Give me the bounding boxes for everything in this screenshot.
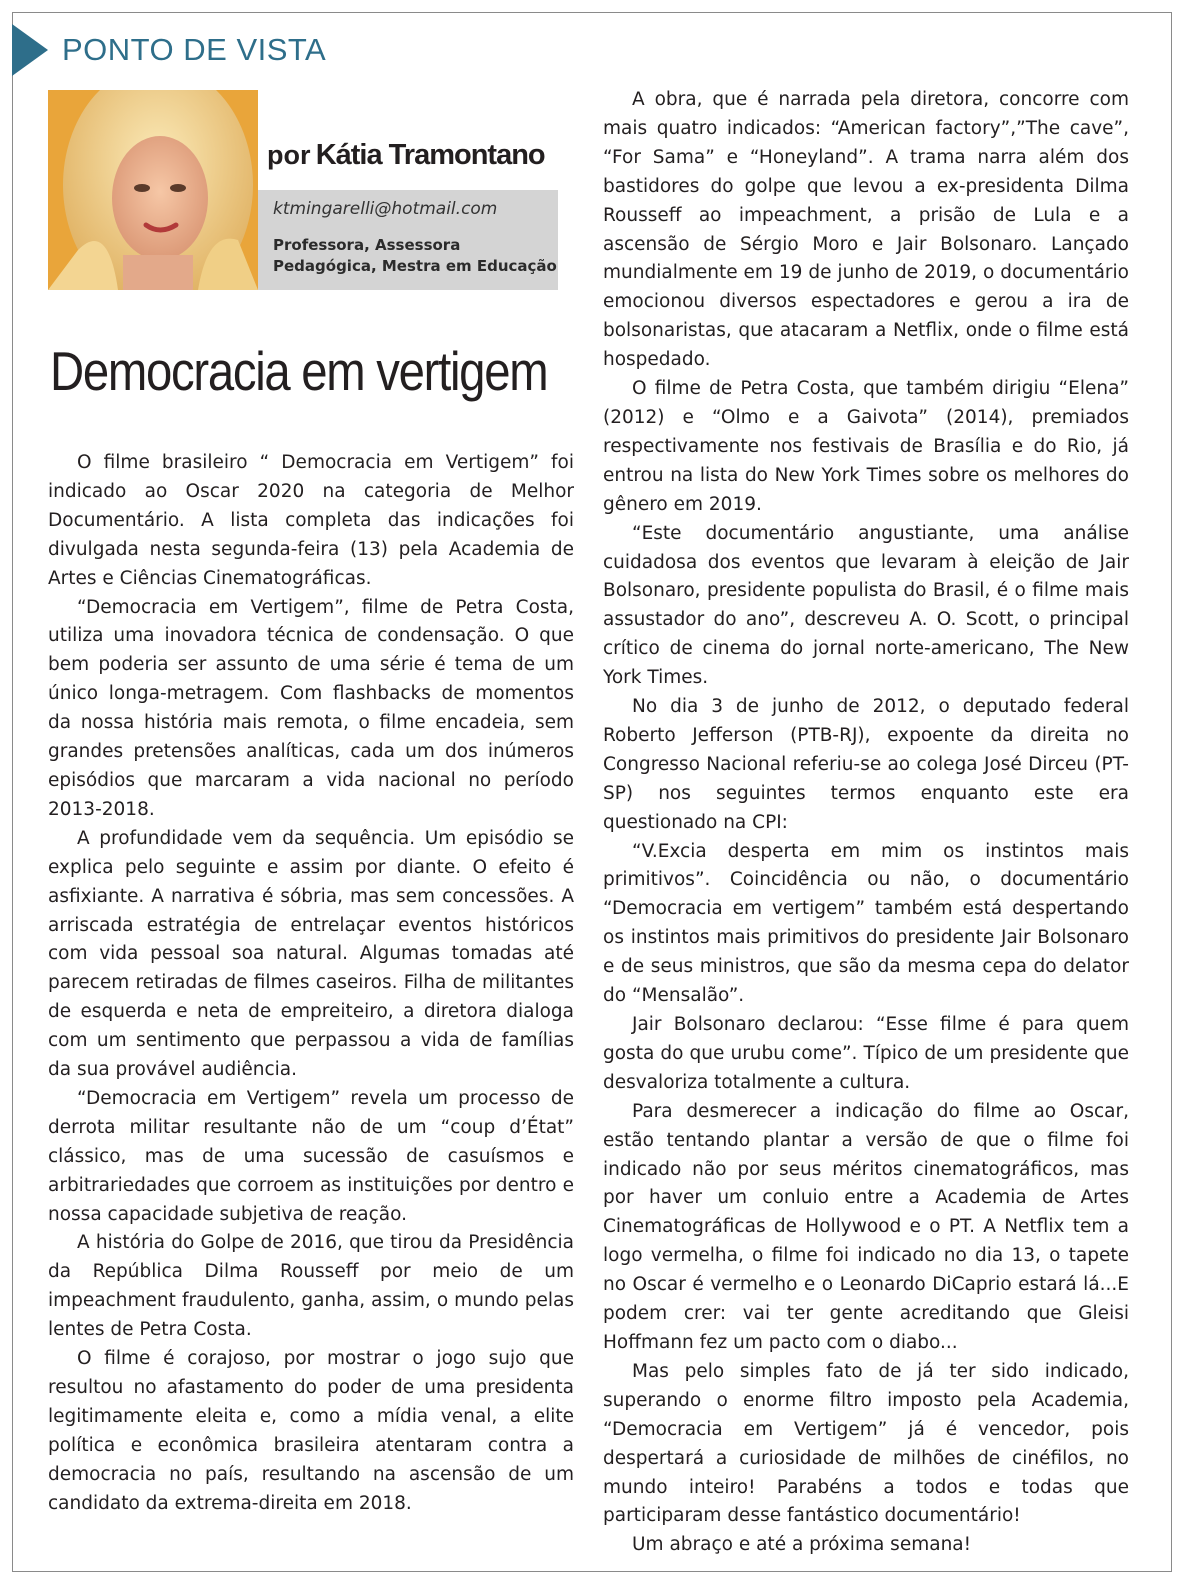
author-name: Kátia Tramontano <box>315 139 545 171</box>
author-byline <box>267 133 545 180</box>
paragraph: “Democracia em Vertigem” revela um processo de derrota militar resultante não de um “coup d’État” clássico, mas de uma sucessão de casuísmos e arbitrariedades que corroem as instituições por dentro e nossa capacidade subjetiva de reação. <box>48 1087 574 1225</box>
paragraph: A obra, que é narrada pela diretora, concorre com mais quatro indicados: “American factory”,”The cave”, “For Sama” e “Honeyland”. A trama narra além dos bastidores do golpe que levou a ex-presidenta Dilma Rousseff ao impeachment, a prisão de Lula e a ascensão de Sérgio Moro e Jair Bolsonaro. Lançado mundialmente em 19 de junho de 2019, o documentário emocionou diversos espectadores e gerou a ira de bolsonaristas, que atacaram a Netflix, onde o filme está hospedado. <box>603 89 1129 371</box>
author-email[interactable]: ktmingarelli@hotmail.com <box>273 199 498 219</box>
paragraph: A profundidade vem da sequência. Um episódio se explica pelo seguinte e assim por diante. O efeito é asfixiante. A narrativa é sóbria, mas sem concessões. A arriscada estratégia de entrelaçar eventos históricos com vida pessoal soa natural. Algumas tomadas até parecem retiradas de filmes caseiros. Filha de militantes de esquerda e neta de empreiteiro, a diretora dialoga com um sentimento que perpassou a vida de famílias da sua provável audiência. <box>48 827 574 1081</box>
paragraph: “V.Excia desperta em mim os instintos mais primitivos”. Coincidência ou não, o documentário “Democracia em vertigem” também está despertando os instintos mais primitivos do presidente Jair Bolsonaro e de seus ministros, que são da mesma cepa do delator do “Mensalão”. <box>603 840 1129 1007</box>
article-column-right <box>603 86 1129 1560</box>
paragraph: No dia 3 de junho de 2012, o deputado federal Roberto Jefferson (PTB-RJ), expoente da direita no Congresso Nacional referiu-se ao colega José Dirceu (PT-SP) nos seguintes termos enquanto este era questionado na CPI: <box>603 696 1129 833</box>
paragraph: Jair Bolsonaro declarou: “Esse filme é para quem gosta do que urubu come”. Típico de um presidente que desvaloriza totalmente a cultura. <box>603 1014 1129 1093</box>
paragraph: O filme é corajoso, por mostrar o jogo sujo que resultou no afastamento do poder de uma presidenta legitimamente eleita e, como a mídia venal, a elite política e econômica brasileira atentaram contra a democracia no país, resultando na ascensão de um candidato da extrema-direita em 2018. <box>48 1348 574 1514</box>
paragraph: Para desmerecer a indicação do filme ao Oscar, estão tentando plantar a versão de que o filme foi indicado não por seus méritos cinematográficos, mas por haver um conluio entre a Academia de Artes Cinematográficas de Hollywood e o PT. A Netflix tem a logo vermelha, o filme foi indicado no dia 13, o tapete no Oscar é vermelho e o Leonardo DiCaprio estará lá...E podem crer: vai ter gente acreditando que Gleisi Hoffmann fez um pacto com o diabo... <box>603 1100 1129 1353</box>
paragraph: “Democracia em Vertigem”, filme de Petra Costa, utiliza uma inovadora técnica de condensação. O que bem poderia ser assunto de uma série é tema de um único longa-metragem. Com flashbacks de momentos da nossa história mais remota, o filme encadeia, sem grandes pretensões analíticas, cada um dos inúmeros episódios que marcaram a vida nacional no período 2013-2018. <box>48 596 574 820</box>
byline-prefix: por <box>267 140 311 170</box>
paragraph: Um abraço e até a próxima semana! <box>632 1534 972 1556</box>
author-info-box <box>258 190 558 290</box>
paragraph: A história do Golpe de 2016, que tirou da Presidência da República Dilma Rousseff por meio de um impeachment fraudulento, ganha, assim, o mundo pelas lentes de Petra Costa. <box>48 1232 574 1341</box>
paragraph: O filme brasileiro “ Democracia em Vertigem” foi indicado ao Oscar 2020 na categoria de Melhor Documentário. A lista completa das indicações foi divulgada nesta segunda-feira (13) pela Academia de Artes e Ciências Cinematográficas. <box>48 452 574 589</box>
article-column-left <box>48 449 574 1519</box>
section-title: PONTO DE VISTA <box>62 32 327 67</box>
paragraph: “Este documentário angustiante, uma análise cuidadosa dos eventos que levaram à eleição de Jair Bolsonaro, presidente populista do Brasil, é o filme mais assustador do ano”, descreveu A. O. Scott, o principal crítico de cinema do jornal norte-americano, The New York Times. <box>603 522 1129 689</box>
section-arrow-icon <box>12 24 48 76</box>
article-headline: Democracia em vertigem <box>50 340 548 402</box>
author-photo <box>48 90 258 290</box>
paragraph: O filme de Petra Costa, que também dirigiu “Elena” (2012) e “Olmo e a Gaivota” (2014), premiados respectivamente nos festivais de Brasília e do Rio, já entrou na lista do New York Times sobre os melhores do gênero em 2019. <box>603 378 1129 515</box>
author-role: Professora, Assessora Pedagógica, Mestra em Educação <box>273 236 557 275</box>
paragraph: Mas pelo simples fato de já ter sido indicado, superando o enorme filtro imposto pela Academia, “Democracia em Vertigem” já é vencedor, pois despertará a curiosidade de milhões de cinéfilos, no mundo inteiro! Parabéns a todos e todas que participaram desse fantástico documentário! <box>603 1360 1129 1527</box>
